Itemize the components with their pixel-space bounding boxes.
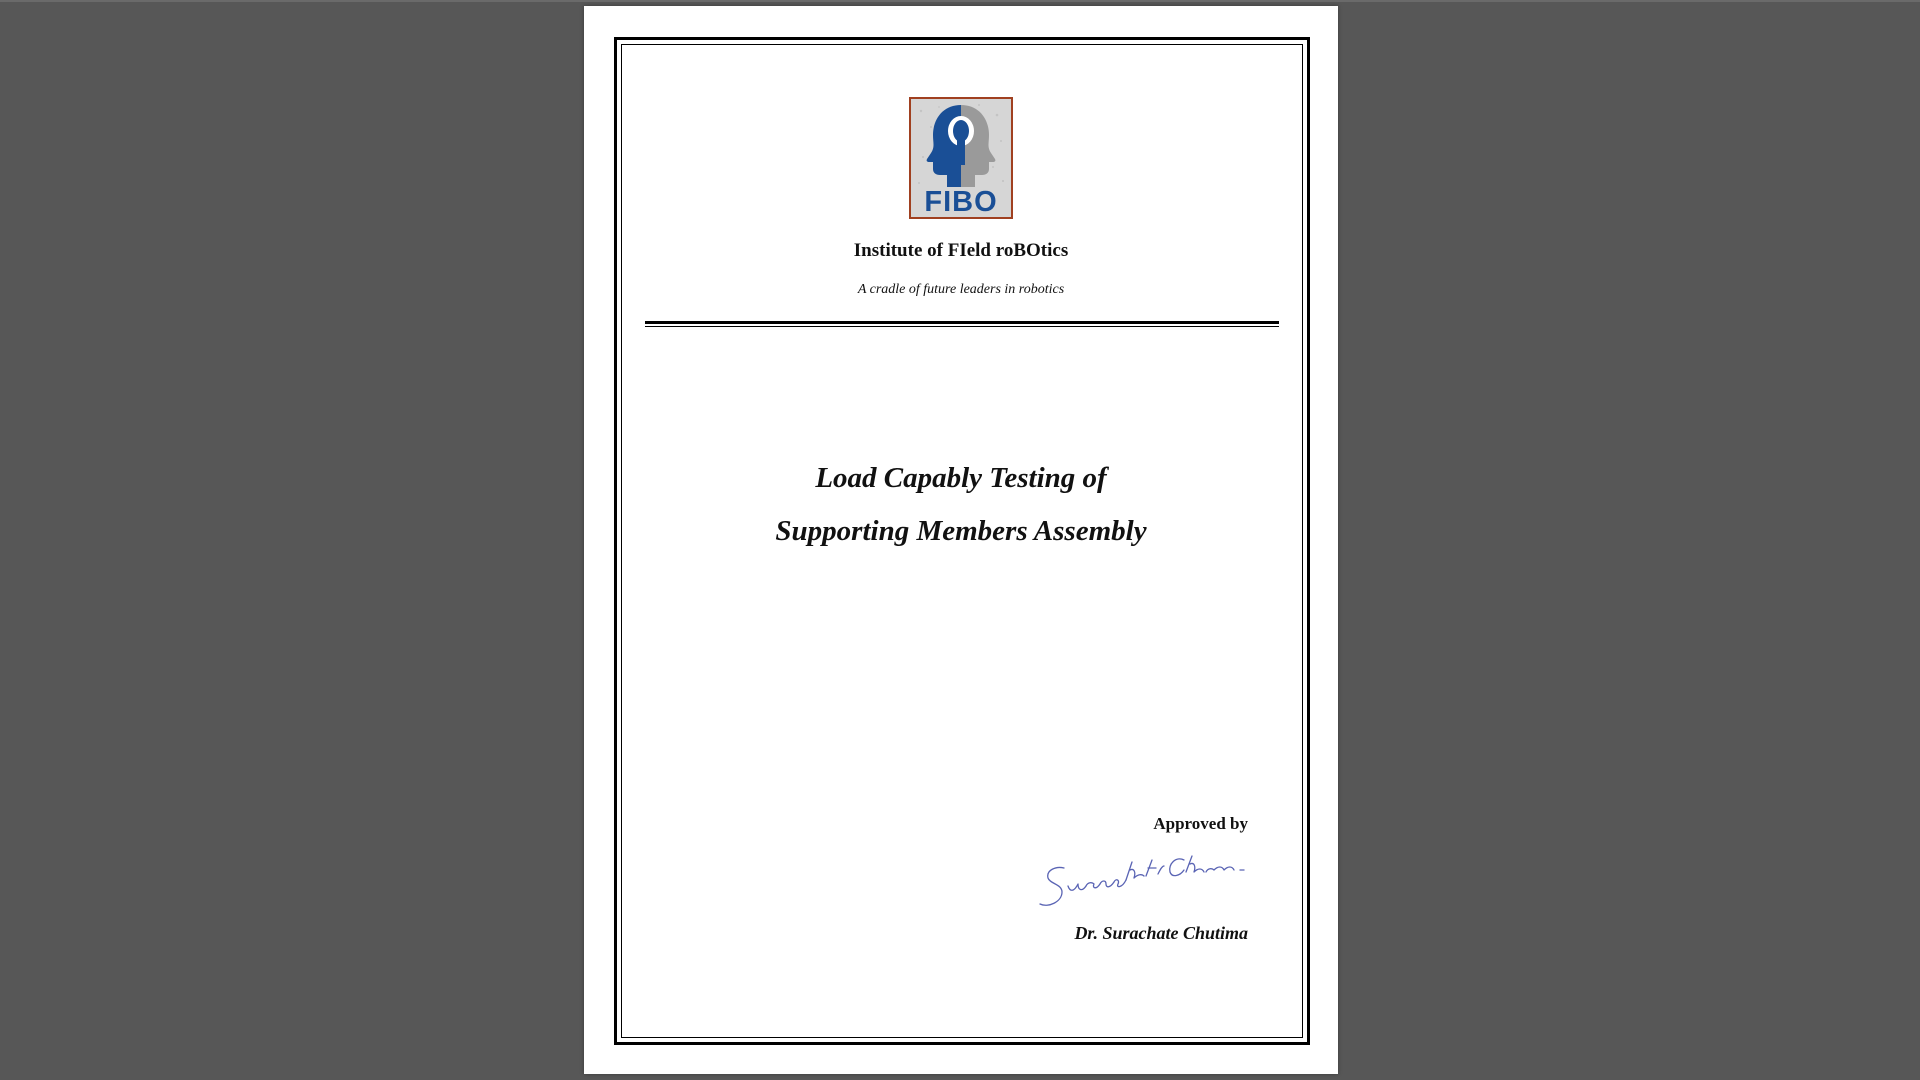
handwritten-signature: [1034, 846, 1264, 916]
institute-tagline: A cradle of future leaders in robotics: [857, 282, 1065, 297]
approved-by-label: Approved by: [1153, 814, 1248, 833]
institute-name: Institute of FIeld roBOtics: [853, 240, 1069, 261]
document-page: [584, 6, 1338, 1074]
document-title-line-1: Load Capably Testing of: [815, 462, 1107, 494]
header-divider: [645, 321, 1279, 324]
approver-name: Dr. Surachate Chutima: [1074, 923, 1248, 943]
fibo-logo: [909, 97, 1013, 219]
header-divider-thin: [645, 326, 1279, 327]
document-title-line-2: Supporting Members Assembly: [775, 515, 1147, 547]
viewer-top-edge: [0, 0, 1920, 2]
svg-text:FIBO: FIBO: [924, 186, 998, 218]
